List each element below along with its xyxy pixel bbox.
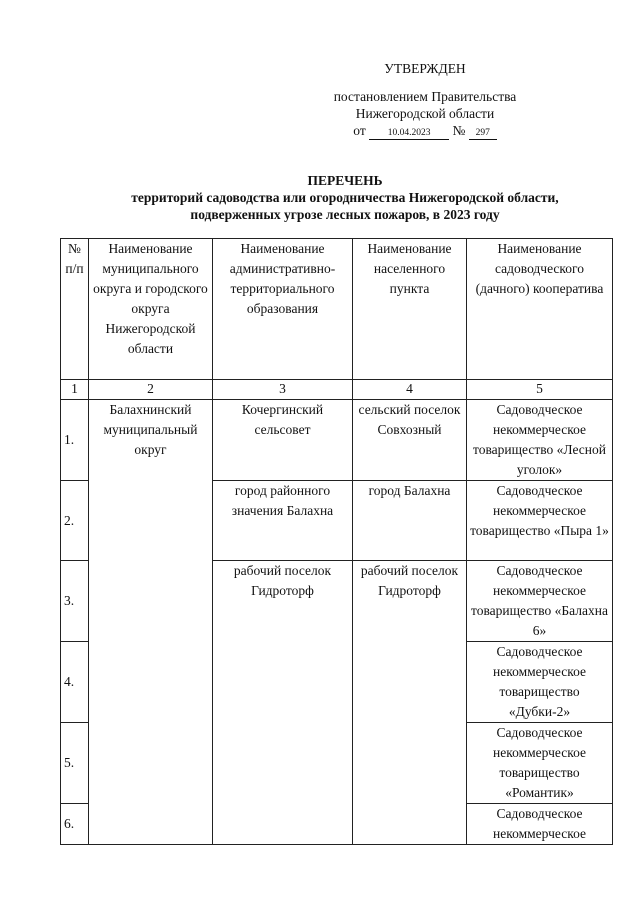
row-number: 2. [61, 481, 89, 561]
header-cell: № п/п [61, 239, 89, 380]
admin-unit-cell: Кочергинский сельсовет [213, 400, 353, 481]
approval-line1: постановлением Правительства [333, 89, 517, 104]
approval-date-row [300, 122, 550, 140]
row-number: 6. [61, 804, 89, 845]
admin-unit-cell: город районного значения Балахна [213, 481, 353, 561]
document-heading [60, 172, 630, 223]
settlement-cell: рабочий поселок Гидроторф [353, 561, 467, 845]
header-cell: Наименование муниципального округа и городского округа Нижегородской области [89, 239, 213, 380]
column-number: 1 [61, 380, 89, 400]
coop-cell: Садоводческое некоммерческое [467, 804, 613, 845]
column-number: 5 [467, 380, 613, 400]
row-number: 1. [61, 400, 89, 481]
coop-cell: Садоводческое некоммерческое товарищество «Дубки-2» [467, 642, 613, 723]
table-row [61, 400, 613, 481]
approval-number-sign: № [452, 123, 466, 138]
approval-stamp [300, 60, 550, 140]
district-cell: Балахнинский муниципальный округ [89, 400, 213, 845]
heading-subtitle-2: подверженных угрозе лесных пожаров, в 2023 году [190, 207, 500, 222]
row-number: 5. [61, 723, 89, 804]
coop-cell: Садоводческое некоммерческое товарищество «Балахна 6» [467, 561, 613, 642]
header-cell: Наименование населенного пункта [353, 239, 467, 380]
settlement-cell: город Балахна [353, 481, 467, 561]
approval-date: 10.04.2023 [369, 127, 449, 140]
approval-number: 297 [469, 127, 497, 140]
coop-cell: Садоводческое некоммерческое товарищество «Лесной уголок» [467, 400, 613, 481]
approval-date-prefix: от [353, 123, 366, 138]
settlement-cell: сельский поселок Совхозный [353, 400, 467, 481]
approval-line2: Нижегородской области [355, 106, 495, 121]
territories-table [60, 238, 613, 845]
admin-unit-cell: рабочий поселок Гидроторф [213, 561, 353, 845]
heading-title: ПЕРЕЧЕНЬ [307, 173, 383, 188]
table-header-row [61, 239, 613, 380]
column-number: 3 [213, 380, 353, 400]
row-number: 3. [61, 561, 89, 642]
coop-cell: Садоводческое некоммерческое товарищество «Пыра 1» [467, 481, 613, 561]
column-number: 2 [89, 380, 213, 400]
heading-subtitle-1: территорий садоводства или огородничества Нижегородской области, [131, 190, 559, 205]
column-number: 4 [353, 380, 467, 400]
column-numbers-row [61, 380, 613, 400]
header-cell: Наименование административно-территориального образования [213, 239, 353, 380]
header-cell: Наименование садоводческого (дачного) кооператива [467, 239, 613, 380]
row-number: 4. [61, 642, 89, 723]
coop-cell: Садоводческое некоммерческое товарищество «Романтик» [467, 723, 613, 804]
approval-title: УТВЕРЖДЕН [384, 61, 466, 76]
